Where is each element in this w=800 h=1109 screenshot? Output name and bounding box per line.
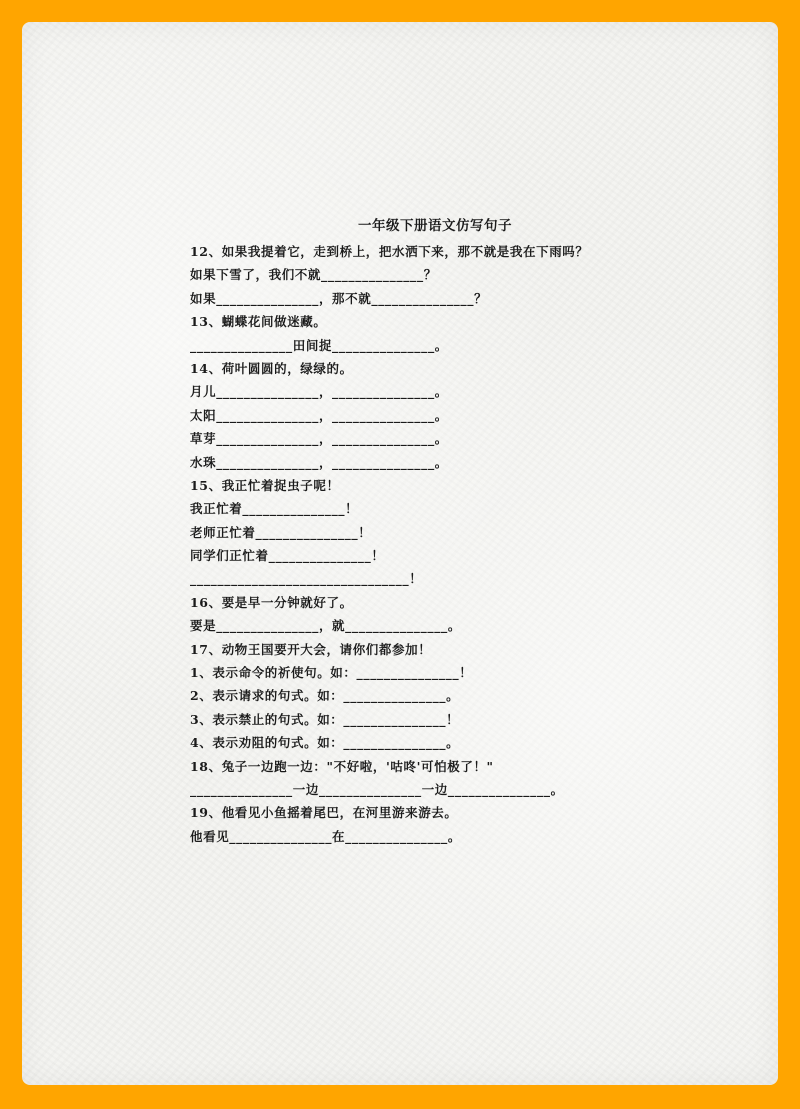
worksheet-title: 一年级下册语文仿写句子 <box>358 218 512 234</box>
q12-fill-2: 如果_______________，那不就_______________？ <box>190 290 488 306</box>
q17-item-3: 3、表示禁止的句式。如：_______________！ <box>190 711 460 727</box>
q14-prompt: 14、荷叶圆圆的，绿绿的。 <box>190 360 353 376</box>
q14-fill-grass: 草芽_______________，_______________。 <box>190 431 448 447</box>
q15-fill-3: 同学们正忙着_______________！ <box>190 548 385 564</box>
q13-prompt: 13、蝴蝶花间做迷藏。 <box>190 314 327 330</box>
q17-item-4: 4、表示劝阻的句式。如：_______________。 <box>190 735 460 751</box>
q16-prompt: 16、要是早一分钟就好了。 <box>190 594 353 610</box>
q19-prompt: 19、他看见小鱼摇着尾巴，在河里游来游去。 <box>190 805 458 821</box>
q17-prompt: 17、动物王国要开大会，请你们都参加！ <box>190 641 432 657</box>
q15-fill-2: 老师正忙着_______________！ <box>190 524 372 540</box>
q17-item-2: 2、表示请求的句式。如：_______________。 <box>190 688 460 704</box>
q12-prompt: 12、如果我提着它，走到桥上，把水洒下来，那不就是我在下雨吗？ <box>190 244 589 259</box>
q18-prompt: 18、兔子一边跑一边："不好啦，'咕咚'可怕极了！" <box>190 758 494 774</box>
q15-prompt: 15、我正忙着捉虫子呢！ <box>190 477 340 493</box>
q18-fill-1: _______________一边_______________一边_______________。 <box>190 781 564 797</box>
q14-fill-dew: 水珠_______________，_______________。 <box>190 454 448 470</box>
q15-fill-4: ________________________________！ <box>190 571 423 587</box>
q16-fill-1: 要是_______________，就_______________。 <box>190 618 461 634</box>
worksheet <box>190 214 660 848</box>
q14-fill-moon: 月儿_______________，_______________。 <box>190 384 448 400</box>
q12-fill-1: 如果下雪了，我们不就_______________？ <box>190 267 437 283</box>
q15-fill-1: 我正忙着_______________！ <box>190 501 359 517</box>
q17-item-1: 1、表示命令的祈使句。如：_______________！ <box>190 665 473 681</box>
q14-fill-sun: 太阳_______________，_______________。 <box>190 407 448 423</box>
q19-fill-1: 他看见_______________在_______________。 <box>190 828 461 844</box>
q13-fill-1: _______________田间捉_______________。 <box>190 337 448 353</box>
